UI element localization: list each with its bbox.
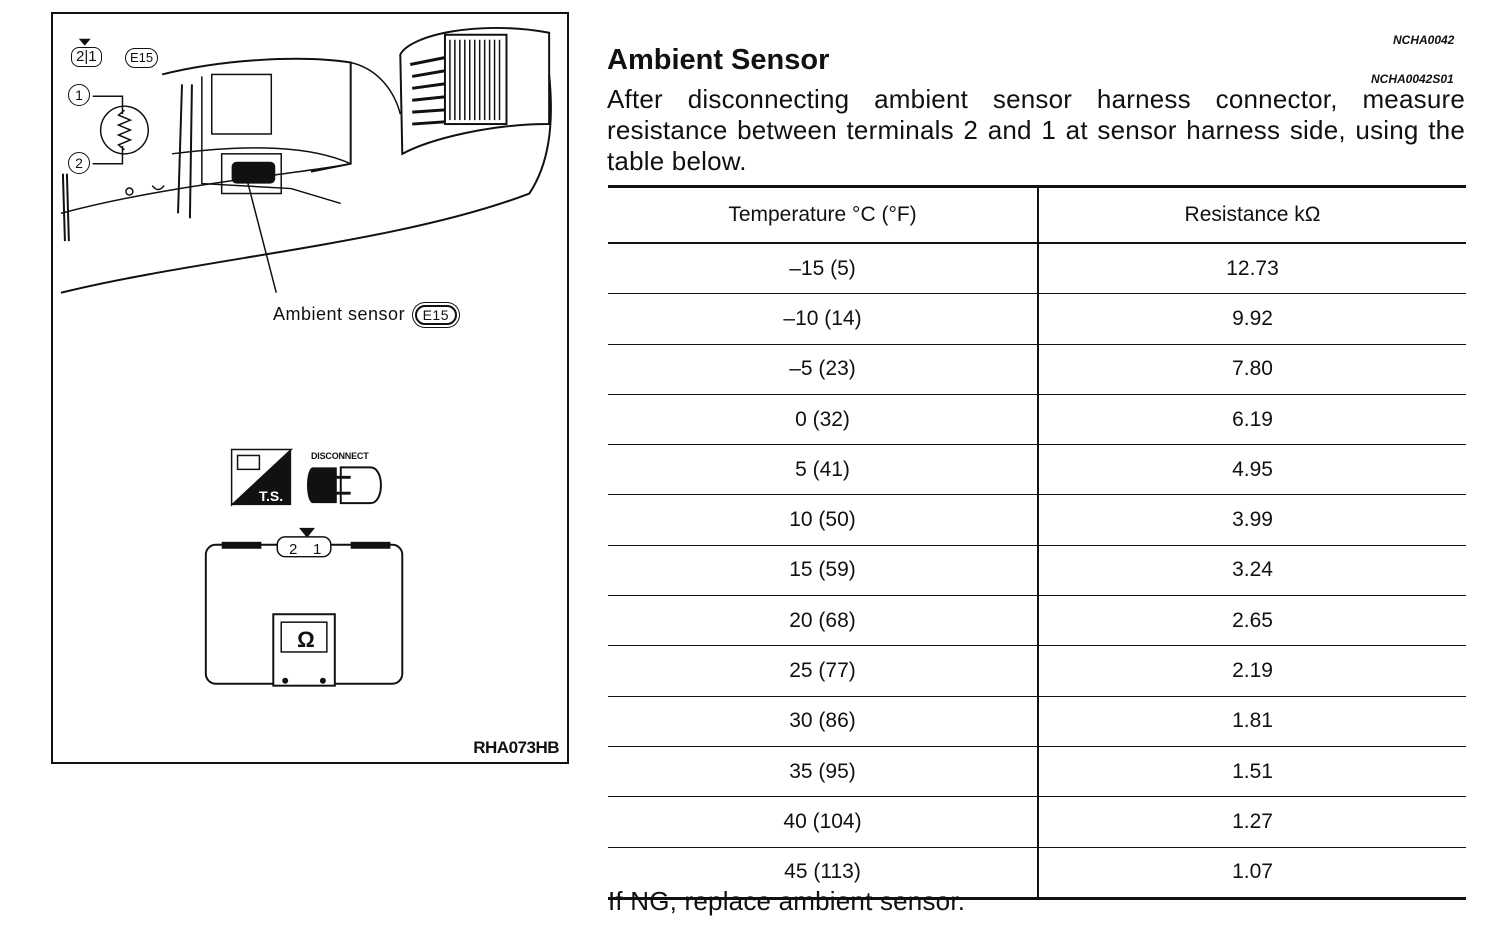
table-row bbox=[608, 746, 1466, 796]
section-title: Ambient Sensor bbox=[607, 44, 830, 76]
temperature-cell: 45 (113) bbox=[608, 847, 1038, 898]
resistance-cell: 1.81 bbox=[1038, 696, 1466, 746]
temperature-cell: 40 (104) bbox=[608, 797, 1038, 847]
pin-label: 1 bbox=[68, 84, 90, 106]
temperature-cell: 15 (59) bbox=[608, 545, 1038, 595]
resistance-cell: 1.07 bbox=[1038, 847, 1466, 898]
instruction-paragraph: After disconnecting ambient sensor harness connector, measure resistance between terminals 2 and 1 at sensor harness side, using the table below. bbox=[607, 84, 1465, 176]
table-body bbox=[608, 243, 1466, 898]
callout-label: Ambient sensor bbox=[273, 304, 406, 324]
resistance-cell: 12.73 bbox=[1038, 243, 1466, 294]
resistance-cell: 4.95 bbox=[1038, 445, 1466, 495]
footer-note: If NG, replace ambient sensor. bbox=[608, 886, 966, 916]
table-row bbox=[608, 596, 1466, 646]
resistance-cell: 9.92 bbox=[1038, 294, 1466, 344]
ohmmeter-icon: Ω bbox=[297, 627, 315, 652]
temperature-cell: 20 (68) bbox=[608, 596, 1038, 646]
resistance-cell: 3.99 bbox=[1038, 495, 1466, 545]
circuit-terminal-1: 1 bbox=[313, 541, 322, 558]
callout-connector-code: E15 bbox=[415, 305, 457, 325]
section-ref-code: NCHA0042 bbox=[1393, 33, 1455, 47]
terminal-number: 1 bbox=[88, 48, 97, 65]
temperature-cell: 35 (95) bbox=[608, 746, 1038, 796]
resistance-cell: 3.24 bbox=[1038, 545, 1466, 595]
ambient-sensor-callout bbox=[273, 304, 457, 325]
table-row bbox=[608, 243, 1466, 294]
table-header-row bbox=[608, 187, 1466, 244]
table-row bbox=[608, 797, 1466, 847]
temperature-cell: –5 (23) bbox=[608, 344, 1038, 394]
temperature-cell: –15 (5) bbox=[608, 243, 1038, 294]
table-row bbox=[608, 344, 1466, 394]
resistance-cell: 2.19 bbox=[1038, 646, 1466, 696]
temperature-cell: –10 (14) bbox=[608, 294, 1038, 344]
terminal-number: 2 bbox=[76, 48, 85, 65]
resistance-cell: 6.19 bbox=[1038, 394, 1466, 444]
table-row bbox=[608, 294, 1466, 344]
table-row bbox=[608, 696, 1466, 746]
table-row bbox=[608, 646, 1466, 696]
pin-label: 2 bbox=[68, 152, 90, 174]
resistance-cell: 1.27 bbox=[1038, 797, 1466, 847]
temperature-cell: 10 (50) bbox=[608, 495, 1038, 545]
resistance-cell: 1.51 bbox=[1038, 746, 1466, 796]
temperature-cell: 30 (86) bbox=[608, 696, 1038, 746]
temperature-cell: 25 (77) bbox=[608, 646, 1038, 696]
subsection-ref-code: NCHA0042S01 bbox=[1371, 72, 1454, 86]
header-temperature: Temperature °C (°F) bbox=[608, 187, 1038, 244]
disconnect-icon: DISCONNECT bbox=[311, 451, 369, 461]
table-row bbox=[608, 495, 1466, 545]
header-resistance: Resistance kΩ bbox=[1038, 187, 1466, 244]
figure-id: RHA073HB bbox=[473, 738, 559, 757]
table-row bbox=[608, 545, 1466, 595]
ts-harness-icon: T.S. bbox=[259, 488, 284, 504]
resistance-cell: 7.80 bbox=[1038, 344, 1466, 394]
sensor-illustration bbox=[51, 12, 569, 764]
temperature-cell: 5 (41) bbox=[608, 445, 1038, 495]
table-row bbox=[608, 394, 1466, 444]
temperature-cell: 0 (32) bbox=[608, 394, 1038, 444]
circuit-terminal-2: 2 bbox=[289, 541, 298, 558]
connector-terminal-icon: 2|1 bbox=[71, 47, 102, 67]
connector-code-badge: E15 bbox=[125, 48, 158, 68]
table-row bbox=[608, 445, 1466, 495]
resistance-table bbox=[608, 185, 1466, 900]
resistance-cell: 2.65 bbox=[1038, 596, 1466, 646]
